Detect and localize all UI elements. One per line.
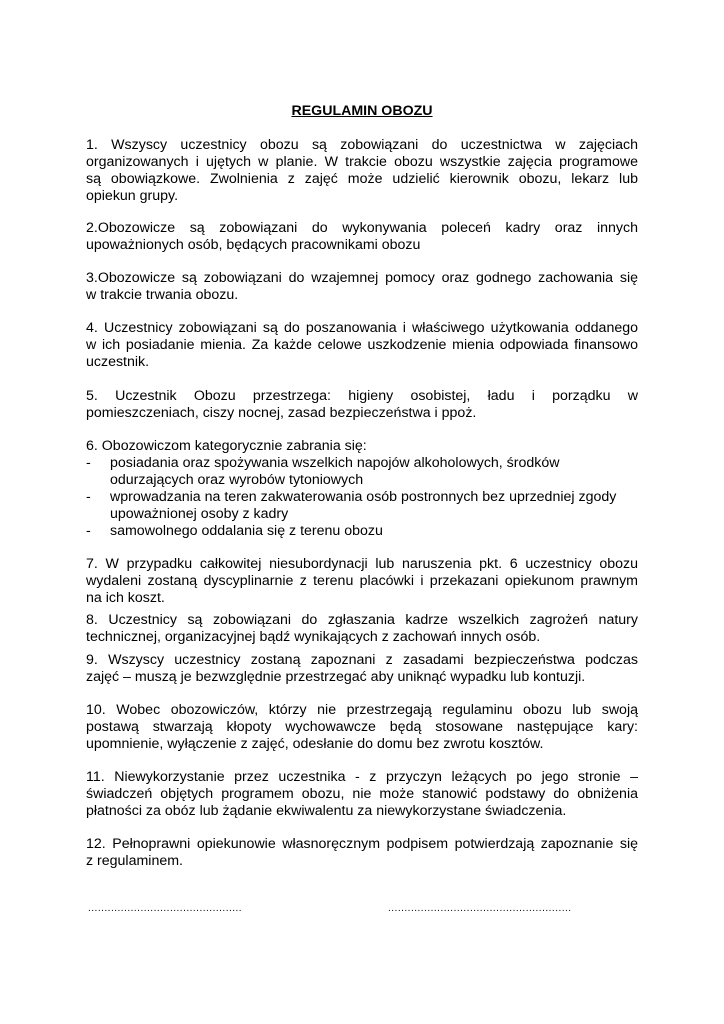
- paragraph-7: [86, 556, 638, 607]
- paragraph-line: opiekun grupy.: [86, 188, 179, 204]
- paragraph-line: technicznej, organizacyjnej bądź wynikających z zachowań innych osób.: [86, 629, 541, 645]
- paragraph-12: [86, 836, 638, 870]
- list-item: [86, 455, 638, 489]
- paragraph-5: [86, 388, 638, 422]
- paragraph-line: 12. Pełnoprawni opiekunowie własnoręcznym podpisem potwierdzają zapoznanie się: [86, 836, 638, 852]
- paragraph-4: [86, 320, 638, 371]
- list-item-line: wprowadzania na teren zakwaterowania osób postronnych bez uprzedniej zgody: [110, 489, 617, 505]
- list-item-line: odurzających oraz wyrobów tytoniowych: [110, 472, 364, 488]
- paragraph-line: w ich posiadanie mienia. Za każde celowe uszkodzenie mienia odpowiada finansowo: [86, 337, 638, 353]
- signature-line-right: ........................................................: [388, 903, 572, 914]
- document-title: REGULAMIN OBOZU: [291, 103, 433, 119]
- paragraph-line: 5. Uczestnik Obozu przestrzega: higieny osobistej, ładu i porządku w: [86, 388, 638, 404]
- paragraph-line: 3.Obozowicze są zobowiązani do wzajemnej pomocy oraz godnego zachowania się: [86, 270, 638, 286]
- paragraph-8: [86, 612, 638, 646]
- paragraph-line: 10. Wobec obozowiczów, którzy nie przestrzegają regulaminu obozu lub swoją: [86, 702, 638, 718]
- signature-line-left: ...............................................: [88, 903, 243, 914]
- paragraph-line: upoważnionych osób, będących pracownikami obozu: [86, 237, 421, 253]
- paragraph-line: wydaleni zostaną dyscyplinarnie z terenu placówki i przekazani opiekunom prawnym: [86, 573, 638, 589]
- list-item-line: samowolnego oddalania się z terenu obozu: [110, 523, 383, 539]
- paragraph-line: 9. Wszyscy uczestnicy zostaną zapoznani z zasadami bezpieczeństwa podczas: [86, 652, 638, 668]
- document-page: [86, 0, 638, 1024]
- bullet-dash: -: [86, 455, 91, 471]
- paragraph-line: są obowiązkowe. Zwolnienia z zajęć może udzielić kierownik obozu, lekarz lub: [86, 171, 638, 187]
- paragraph-line: upomnienie, wyłączenie z zajęć, odesłanie do domu bez zwrotu kosztów.: [86, 736, 544, 752]
- bullet-dash: -: [86, 523, 91, 539]
- paragraph-line: 8. Uczestnicy są zobowiązani do zgłaszania kadrze wszelkich zagrożeń natury: [86, 612, 638, 628]
- list-item: [86, 523, 638, 540]
- paragraph-line: na ich koszt.: [86, 590, 165, 606]
- paragraph-line: 2.Obozowicze są zobowiązani do wykonywania poleceń kadry oraz innych: [86, 220, 638, 236]
- list-item: [86, 489, 638, 523]
- list-item-line: posiadania oraz spożywania wszelkich napojów alkoholowych, środków: [110, 455, 560, 471]
- paragraph-line: 4. Uczestnicy zobowiązani są do poszanowania i właściwego użytkowania oddanego: [86, 320, 638, 336]
- paragraph-11: [86, 769, 638, 820]
- paragraph-6-intro: [86, 438, 638, 455]
- prohibitions-list: [86, 455, 638, 540]
- paragraph-9: [86, 652, 638, 686]
- paragraph-line: uczestnik.: [86, 354, 150, 370]
- bullet-dash: -: [86, 489, 91, 505]
- paragraph-line: 11. Niewykorzystanie przez uczestnika - z przyczyn leżących po jego stronie –: [86, 769, 638, 785]
- paragraph-line: 6. Obozowiczom kategorycznie zabrania się:: [86, 438, 367, 454]
- paragraph-line: z regulaminem.: [86, 853, 183, 869]
- paragraph-line: 1. Wszyscy uczestnicy obozu są zobowiązani do uczestnictwa w zajęciach: [86, 137, 638, 153]
- paragraph-line: w trakcie trwania obozu.: [86, 287, 239, 303]
- paragraph-2: [86, 220, 638, 254]
- paragraph-3: [86, 270, 638, 304]
- paragraph-line: 7. W przypadku całkowitej niesubordynacji lub naruszenia pkt. 6 uczestnicy obozu: [86, 556, 638, 572]
- paragraph-line: płatności za obóz lub żądanie ekwiwalentu za niewykorzystane świadczenia.: [86, 803, 567, 819]
- list-item-line: upoważnionej osoby z kadry: [110, 506, 289, 522]
- paragraph-line: zajęć – muszą je bezwzględnie przestrzegać aby uniknąć wypadku lub kontuzji.: [86, 669, 586, 685]
- paragraph-line: postawą stwarzają kłopoty wychowawcze będą stosowane następujące kary:: [86, 719, 638, 735]
- paragraph-10: [86, 702, 638, 753]
- paragraph-line: pomieszczeniach, ciszy nocnej, zasad bezpieczeństwa i ppoż.: [86, 405, 477, 421]
- paragraph-1: [86, 137, 638, 205]
- paragraph-line: organizowanych i ujętych w planie. W trakcie obozu wszystkie zajęcia programowe: [86, 154, 638, 170]
- paragraph-line: świadczeń objętych programem obozu, nie może stanowić podstawy do obniżenia: [86, 786, 638, 802]
